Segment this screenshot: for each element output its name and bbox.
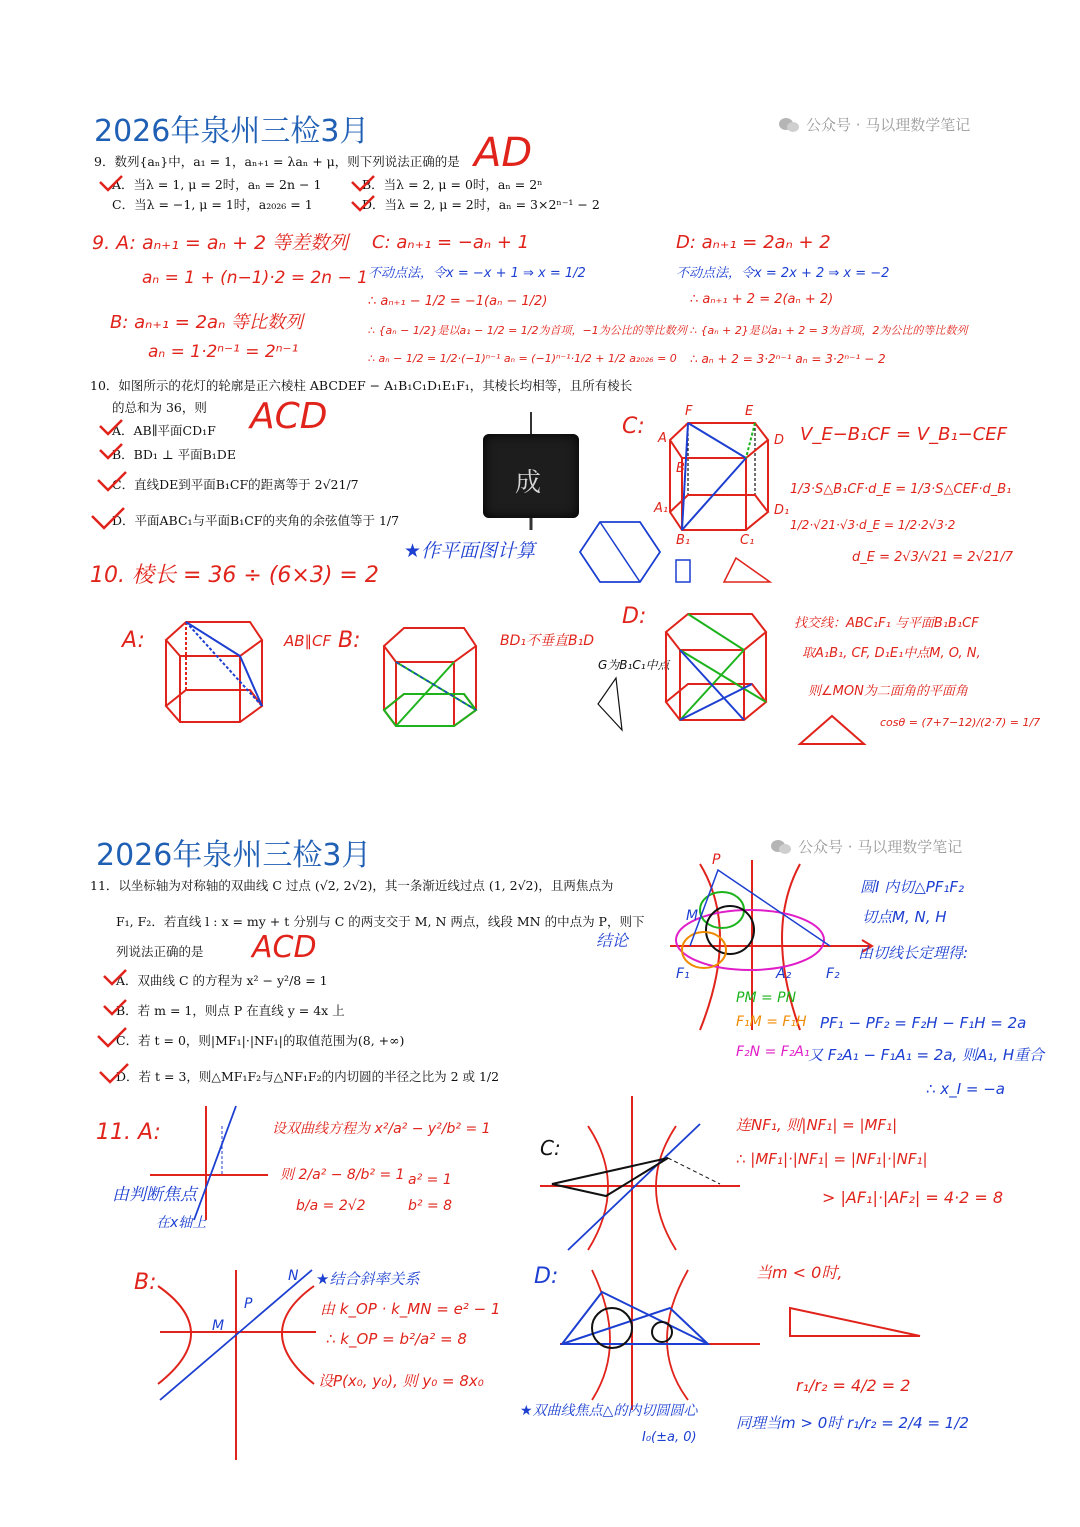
prism-d <box>666 614 766 720</box>
q9-option-b: B．当λ = 2, μ = 0时，aₙ = 2ⁿ <box>362 177 543 192</box>
q9-note-d2: 不动点法，令x = 2x + 2 ⇒ x = −2 <box>676 266 890 281</box>
q11-stem-3: 列说法正确的是 <box>116 944 204 959</box>
q11-b-note-2: 由 k_OP · k_MN = e² − 1 <box>320 1300 501 1318</box>
q11-option-c: C．若 t = 0，则|MF₁|·|NF₁|的取值范围为(8, +∞) <box>116 1033 405 1048</box>
q9-note-b2: aₙ = 1·2ⁿ⁻¹ = 2ⁿ⁻¹ <box>148 342 299 362</box>
q9-note-d1: D: aₙ₊₁ = 2aₙ + 2 <box>676 232 831 253</box>
q11-a-note-1: 设双曲线方程为 x²/a² − y²/b² = 1 <box>272 1121 491 1137</box>
q11-note-eq3: ∴ x_I = −a <box>926 1080 1005 1098</box>
q10-b-label: B: <box>338 628 361 653</box>
q11-stem-1: 11．以坐标轴为对称轴的双曲线 C 过点 (√2, 2√2)，其一条渐近线过点 (1, 2√2)，且两焦点为 <box>90 878 614 893</box>
q9-stem: 9．数列{aₙ}中，a₁ = 1，aₙ₊₁ = λaₙ + μ，则下列说法正确的是 <box>94 154 460 169</box>
q10-d-note-1: 找交线：ABC₁F₁ 与平面B₁B₁CF <box>794 616 979 631</box>
label-A: A <box>658 431 667 446</box>
q10-edge-note: 10. 棱长 = 36 ÷ (6×3) = 2 <box>90 563 379 588</box>
page-title: 2026年泉州三检3月 <box>94 114 370 149</box>
q11-a-note-3: b/a = 2√2 <box>296 1198 366 1214</box>
label-E: E <box>745 404 754 419</box>
q9-note-c3: ∴ aₙ₊₁ − 1/2 = −1(aₙ − 1/2) <box>368 294 548 309</box>
q11-a-note-4: a² = 1 <box>408 1172 452 1188</box>
q10-d-note-3: 则∠MON为二面角的平面角 <box>808 684 968 699</box>
q11-side-note: 结论 <box>596 931 629 950</box>
q11-note-f1m: F₁M = F₁H <box>736 1014 807 1030</box>
q11-c-note-3: > |AF₁|·|AF₂| = 4·2 = 8 <box>822 1188 1004 1207</box>
q10-option-d: D．平面ABC₁与平面B₁CF的夹角的余弦值等于 1/7 <box>112 513 400 528</box>
label-C1: C₁ <box>740 533 755 548</box>
label-F2: F₂ <box>826 966 840 982</box>
q10-d-note-2: 取A₁B₁, CF, D₁E₁中点M, O, N, <box>802 646 981 661</box>
page-2 <box>0 800 1080 1527</box>
q11-d-note-2: r₁/r₂ = 4/2 = 2 <box>796 1376 911 1395</box>
prism-b <box>384 628 476 726</box>
q11-a-note-5: b² = 8 <box>408 1198 453 1214</box>
q10-c-note-3: 1/2·√21·√3·d_E = 1/2·2√3·2 <box>790 518 956 532</box>
q9-note-a1: 9. A: aₙ₊₁ = aₙ + 2 等差数列 <box>92 232 349 254</box>
q9-note-c1: C: aₙ₊₁ = −aₙ + 1 <box>372 232 530 253</box>
q11-a-note-2: 则 2/a² − 8/b² = 1 <box>280 1167 405 1183</box>
q10-option-a: A．AB∥平面CD₁F <box>112 423 216 438</box>
q11-top-note-1: 圆I 内切△PF₁F₂ <box>860 878 965 896</box>
q11-answer: ACD <box>252 930 317 965</box>
q11-a-note-7: 在x轴上 <box>156 1215 207 1231</box>
q9-answer: AD <box>474 130 533 176</box>
q11-d-note-5: I₀(±a, 0) <box>642 1430 697 1445</box>
q11-c-note-1: 连NF₁, 则|NF₁| = |MF₁| <box>736 1116 898 1134</box>
q9-note-a2: aₙ = 1 + (n−1)·2 = 2n − 1 <box>142 268 368 288</box>
q10-b-note: BD₁不垂直B₁D <box>500 633 594 649</box>
q10-a-note: AB∥CF <box>284 632 332 650</box>
q10-c-note-2: 1/3·S△B₁CF·d_E = 1/3·S△CEF·d_B₁ <box>790 482 1012 497</box>
lantern-char: 成 <box>515 468 542 498</box>
q11-c-note-2: ∴ |MF₁|·|NF₁| = |NF₁|·|NF₁| <box>736 1150 928 1168</box>
q11-note-eq1: PF₁ − PF₂ = F₂H − F₁H = 2a <box>820 1014 1027 1032</box>
q9-note-c4: ∴ {aₙ − 1/2}是以a₁ − 1/2 = 1/2为首项，−1为公比的等比数列 <box>368 324 687 337</box>
q11-b-note-1: ★结合斜率关系 <box>316 1270 420 1288</box>
q11-d-label: D: <box>534 1264 559 1289</box>
label-B: B <box>676 461 685 476</box>
q11-note-pm: PM = PN <box>736 990 797 1006</box>
q9-note-d4: ∴ {aₙ + 2}是以a₁ + 2 = 3为首项，2为公比的等比数列 <box>690 324 968 337</box>
q11-b-note-4: 设P(x₀, y₀), 则 y₀ = 8x₀ <box>318 1372 484 1390</box>
q11-d-note-4: ★双曲线焦点△的内切圆圆心 <box>520 1403 698 1419</box>
q10-answer: ACD <box>250 396 328 437</box>
q9-note-c2: 不动点法，令x = −x + 1 ⇒ x = 1/2 <box>368 266 586 281</box>
q10-d-note-4: cosθ = (7+7−12)/(2·7) = 1/7 <box>880 716 1041 729</box>
q11-note-eq2: 又 F₂A₁ − F₁A₁ = 2a, 则A₁, H重合 <box>808 1046 1045 1064</box>
q11-option-d: D．若 t = 3，则△MF₁F₂与△NF₁F₂的内切圆的半径之比为 2 或 1/2 <box>116 1069 500 1084</box>
page-title: 2026年泉州三检3月 <box>96 838 372 873</box>
q10-g-note: G为B₁C₁中点 <box>598 658 670 672</box>
q9-note-d5: ∴ aₙ + 2 = 3·2ⁿ⁻¹ aₙ = 3·2ⁿ⁻¹ − 2 <box>690 352 886 366</box>
q11-option-b: B．若 m = 1，则点 P 在直线 y = 4x 上 <box>116 1003 345 1018</box>
q10-c-label: C: <box>622 414 645 439</box>
q10-c-note-1: V_E−B₁CF = V_B₁−CEF <box>800 424 1008 445</box>
q11-stem-2: F₁, F₂．若直线 l : x = my + t 分别与 C 的两支交于 M, N 两点，线段 MN 的中点为 P，则下 <box>116 914 645 929</box>
q10-stem-2: 的总和为 36，则 <box>112 400 207 415</box>
q10-option-c: C．直线DE到平面B₁CF的距离等于 2√21/7 <box>112 477 359 492</box>
label-F1: F₁ <box>676 966 690 982</box>
label-F: F <box>685 404 693 419</box>
q11-b-note-3: ∴ k_OP = b²/a² = 8 <box>326 1330 467 1348</box>
label-D1: D₁ <box>774 503 790 518</box>
watermark-text: 公众号 · 马以理数学笔记 <box>806 116 971 134</box>
q10-stem-1: 10．如图所示的花灯的轮廓是正六棱柱 ABCDEF − A₁B₁C₁D₁E₁F₁，其棱长均相等，且所有棱长 <box>90 378 633 393</box>
q11-d-note-1: 当m < 0时, <box>756 1263 843 1282</box>
q9-note-d3: ∴ aₙ₊₁ + 2 = 2(aₙ + 2) <box>690 292 834 307</box>
label-B1: B₁ <box>676 533 691 548</box>
label-A1: A₁ <box>654 501 669 516</box>
q11-b-label: B: <box>134 1270 157 1295</box>
q10-c-note-4: d_E = 2√3/√21 = 2√21/7 <box>852 550 1014 565</box>
q11-note-f2n: F₂N = F₂A₁ <box>736 1044 810 1060</box>
q11-d-note-3: 同理当m > 0时 r₁/r₂ = 2/4 = 1/2 <box>736 1414 969 1432</box>
q9-option-d: D．当λ = 2, μ = 2时，aₙ = 3×2ⁿ⁻¹ − 2 <box>362 197 600 212</box>
q11-c-label: C: <box>540 1136 561 1160</box>
label-M: M <box>212 1318 225 1334</box>
q11-option-a: A．双曲线 C 的方程为 x² − y²/8 = 1 <box>116 973 328 988</box>
q10-a-label: A: <box>122 628 145 653</box>
q9-note-c5: ∴ aₙ − 1/2 = 1/2·(−1)ⁿ⁻¹ aₙ = (−1)ⁿ⁻¹·1/2 + 1/2 a₂₀₂₆ = 0 <box>368 352 677 365</box>
q10-d-label: D: <box>622 604 647 629</box>
q9-option-c: C．当λ = −1, μ = 1时，a₂₀₂₆ = 1 <box>112 197 313 212</box>
q11-top-note-3: 由切线长定理得: <box>858 944 969 962</box>
label-P: P <box>244 1296 253 1312</box>
label-A2: A₂ <box>776 966 792 982</box>
watermark-text: 公众号 · 马以理数学笔记 <box>798 838 963 856</box>
q11-top-note-2: 切点M, N, H <box>862 908 947 926</box>
q9-note-b1: B: aₙ₊₁ = 2aₙ 等比数列 <box>110 312 303 333</box>
label-N: N <box>288 1268 299 1284</box>
q11-a-note-6: 由判断焦点 <box>112 1185 197 1205</box>
label-D: D <box>774 433 785 448</box>
label-P: P <box>712 852 721 868</box>
label-M: M <box>686 908 699 924</box>
q10-plan-note: ★作平面图计算 <box>404 540 536 562</box>
q10-option-b: B．BD₁ ⊥ 平面B₁DE <box>112 447 236 462</box>
q11-a-label: 11. A: <box>96 1120 161 1145</box>
q9-option-a: A．当λ = 1, μ = 2时，aₙ = 2n − 1 <box>112 177 322 192</box>
